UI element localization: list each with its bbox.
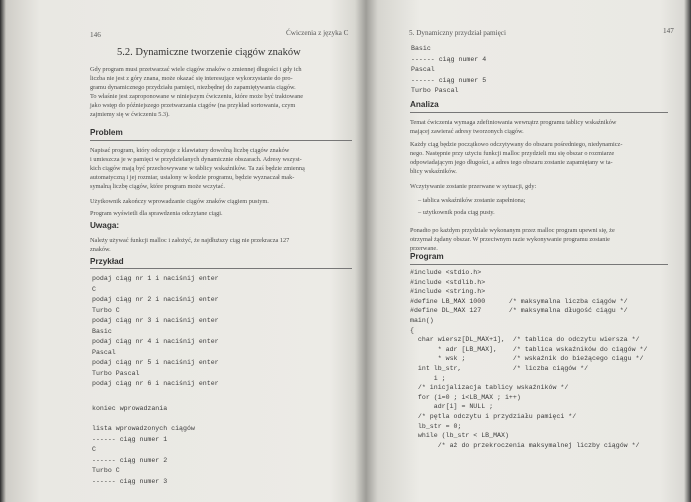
text-line: liczba nie jest z góry znana, może okazać się interesujące wykorzystanie do pro- [90, 75, 293, 83]
code-line: i ; [410, 374, 446, 382]
uwaga-heading: Uwaga: [90, 221, 120, 230]
left-running-head: Ćwiczenia z języka C [286, 29, 349, 37]
code-line: podaj ciąg nr 3 i naciśnij enter [92, 317, 219, 324]
text-line: i umieszcza je w pamięci w przydzielanych dynamicznie obszarach. Adresy wszyst- [90, 156, 302, 164]
program-code [410, 268, 647, 450]
code-line: adr[i] = NULL ; [410, 403, 494, 411]
code-line: Turbo Pascal [411, 87, 459, 94]
text-line: nego. Następnie przy użyciu funkcji malloc przydzieli mu się obszar o rozmiarze [410, 150, 615, 158]
code-line: Pascal [92, 348, 116, 356]
text-line: jako wstęp do późniejszego przetwarzania ciągów (na przykład sortowania, czym [90, 102, 296, 110]
text-line: Program wyświetli dla sprawdzenia odczytane ciągi. [90, 209, 223, 217]
heading-rule [90, 140, 352, 141]
bullet-item: – tablica wskaźników zostanie zapełniona; [418, 197, 526, 204]
analiza-heading: Analiza [410, 100, 439, 109]
text-line: Temat ćwiczenia wymaga zdefiniowania wewnątrz programu tablicy wskaźników [410, 119, 617, 126]
text-line: Każdy ciąg będzie początkowo odczytywany do obszaru pośredniego, niedynamicz- [410, 141, 623, 148]
text-line: Należy używać funkcji malloc i założyć, że najdłuższy ciąg nie przekracza 127 [90, 237, 290, 244]
code-line: podaj ciąg nr 4 i naciśnij enter [92, 338, 219, 345]
code-line: #define LB_MAX 1000 /* maksymalna liczba ciągów */ [410, 297, 628, 305]
text-line: otrzymał żądany obszar. W przeciwnym razie wykonywanie programu zostanie [410, 236, 610, 244]
code-line: #include <string.h> [410, 288, 486, 296]
code-line: ------ ciąg numer 2 [92, 456, 168, 464]
text-line: Gdy program musi przetwarzać wiele ciągów znaków o zmiennej długości i gdy ich [90, 66, 302, 73]
code-line: { [410, 326, 414, 334]
code-line: Pascal [411, 66, 435, 73]
analiza-paragraph-4 [410, 226, 615, 253]
example-end [92, 404, 167, 415]
code-line: lb_str = 0; [410, 422, 462, 430]
code-line: podaj ciąg nr 6 i naciśnij enter [92, 380, 219, 387]
code-line: koniec wprowadzania [92, 405, 168, 412]
code-line: podaj ciąg nr 2 i naciśnij enter [92, 296, 219, 303]
code-line: lista wprowadzonych ciągów [92, 425, 195, 432]
uwaga-paragraph [90, 236, 289, 254]
analiza-paragraph-2 [410, 140, 622, 176]
code-line: podaj ciąg nr 1 i naciśnij enter [92, 275, 219, 282]
analiza-paragraph-1 [410, 118, 616, 136]
code-line: /* inicjalizacja tablicy wskaźników */ [410, 384, 569, 392]
code-line: /* aż do przekroczenia maksymalnej liczby ciągów */ [410, 441, 640, 449]
intro-paragraph [90, 65, 303, 120]
code-line: ------ ciąg numer 1 [92, 435, 168, 443]
problem-paragraph-2 [90, 196, 269, 219]
code-line: C [92, 285, 96, 293]
code-line: #define DL_MAX 127 /* maksymalna długość ciągu */ [410, 307, 628, 315]
right-page [366, 0, 691, 502]
code-line: podaj ciąg nr 5 i naciśnij enter [92, 359, 219, 366]
code-line: Turbo C [92, 467, 120, 474]
text-line: odpowiadającym jego długości, a adres tego obszaru zostanie zapamiętany w ta- [410, 159, 613, 167]
code-line: ------ ciąg numer 4 [411, 55, 487, 63]
przyklad-heading: Przykład [90, 257, 124, 266]
text-line: automatyczną i jej rozmiar, ustalony w kodzie programu, będzie wyznaczał mak- [90, 174, 295, 182]
code-line: * adr [LB_MAX], /* tablica wskaźników do ciągów */ [410, 345, 648, 353]
code-line: Basic [411, 45, 431, 52]
text-line: Użytkownik zakończy wprowadzanie ciągów znaków ciągiem pustym. [90, 198, 269, 205]
program-heading: Program [410, 252, 444, 261]
analiza-bullets [418, 195, 525, 218]
text-line: Napisać program, który odczytuje z klawiatury dowolną liczbę ciągów znaków [90, 147, 290, 154]
problem-paragraph [90, 146, 305, 191]
text-line: przerwane. [410, 245, 438, 253]
heading-rule [90, 268, 352, 269]
right-page-number: 147 [663, 27, 674, 35]
code-line: * wsk ; /* wskaźnik do bieżącego ciągu */ [410, 355, 644, 363]
analiza-paragraph-3: Wczytywanie zostanie przerwane w sytuacji, gdy: [410, 183, 537, 190]
text-line: To właśnie jest zaproponowane w niniejszym ćwiczeniu, które może być traktowane [90, 93, 304, 101]
code-line: for (i=0 ; i<LB_MAX ; i++) [410, 393, 521, 401]
code-line: char wiersz[DL_MAX+1], /* tablica do odczytu wiersza */ [410, 336, 640, 344]
code-line: /* pętla odczytu i przydziału pamięci */ [410, 412, 577, 420]
code-line: Basic [92, 327, 112, 335]
heading-rule [410, 264, 668, 265]
section-title: 5.2. Dynamiczne tworzenie ciągów znaków [117, 47, 301, 58]
example-list [92, 424, 195, 487]
code-line: ------ ciąg numer 5 [411, 76, 487, 84]
text-line: zajmiemy się w ćwiczeniu 5.3). [90, 111, 170, 119]
text-line: znaków. [90, 246, 111, 254]
right-running-head: 5. Dynamiczny przydział pamięci [409, 29, 506, 37]
code-line: #include <stdio.h> [410, 269, 482, 276]
bullet-item: – użytkownik poda ciąg pusty. [418, 208, 495, 216]
code-line: #include <stdlib.h> [410, 278, 486, 286]
text-line: Ponadto po każdym przydziale wykonanym przez malloc program upewni się, że [410, 227, 615, 234]
example-continuation [411, 44, 486, 97]
example-output [92, 274, 219, 390]
heading-rule [410, 112, 668, 113]
code-line: ------ ciąg numer 3 [92, 477, 168, 485]
code-line: C [92, 446, 96, 453]
code-line: main() [410, 316, 434, 324]
text-line: mającej zawierać adresy tworzonych ciągów. [410, 128, 524, 136]
left-page-number: 146 [90, 31, 101, 39]
code-line: Turbo C [92, 306, 120, 314]
text-line: symalną liczbę ciągów, które program może wczytać. [90, 183, 225, 191]
code-line: Turbo Pascal [92, 369, 140, 377]
text-line: blicy wskaźników. [410, 168, 457, 176]
text-line: kich ciągów mają być przechowywane w tablicy wskaźników. Ta zaś będzie zmienną [90, 165, 305, 173]
text-line: gramu dynamicznego przydziału pamięci, niezbędnej do zapamiętywania ciągów. [90, 84, 296, 92]
code-line: while (lb_str < LB_MAX) [410, 432, 509, 440]
problem-heading: Problem [90, 128, 123, 137]
code-line: int lb_str, /* liczba ciągów */ [410, 364, 589, 372]
